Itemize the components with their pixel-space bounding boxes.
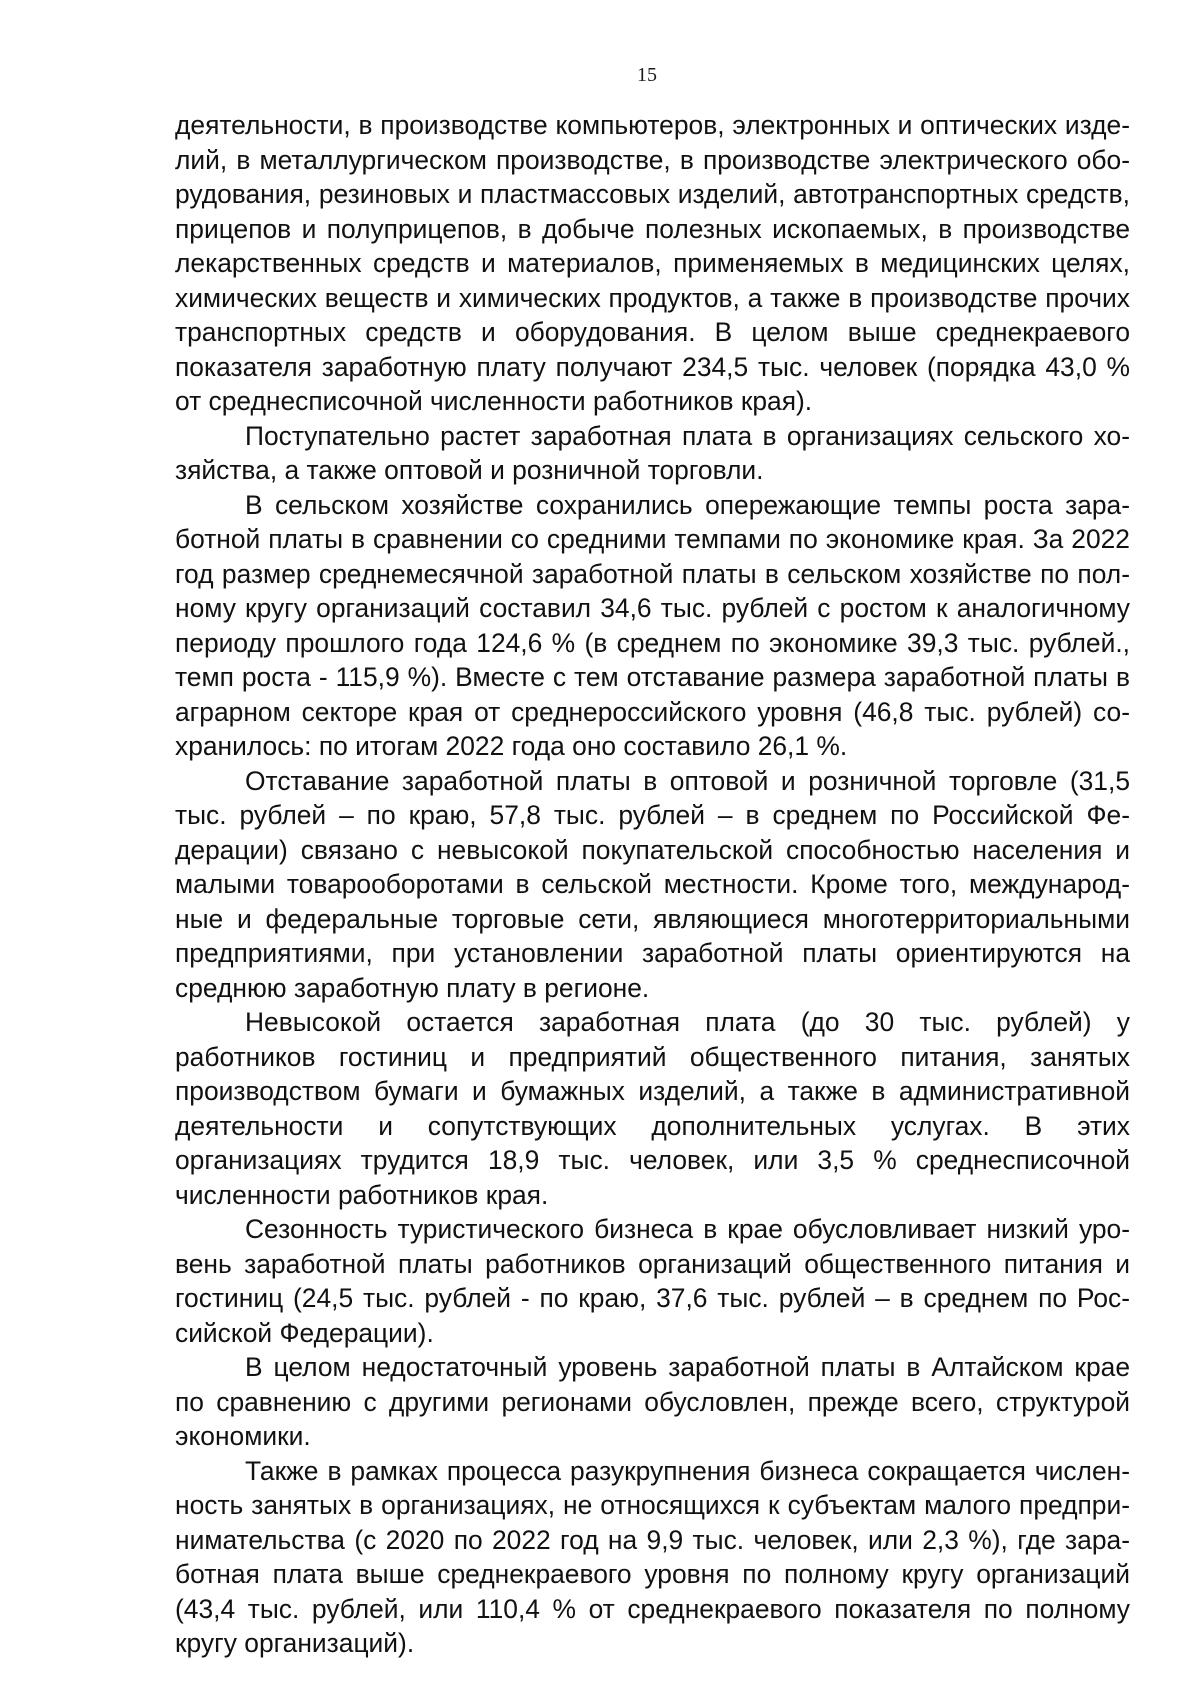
page-number: 15	[637, 64, 657, 86]
paragraph-trade-lag: Отставание заработной платы в оптовой и розничной торговле (31,5 тыс. рублей – по краю, 57,8 тыс. рублей – в среднем по Российской Федерации) связано с невысокой покупательской способностью населения и малыми товарооборотами в сельской местности. Кроме того, международные и федеральные торговые сети, являющиеся многотерриториальными предприятиями, при установлении заработной платы ориентируются на среднюю заработную плату в регионе.	[175, 765, 1130, 1003]
paragraph-economic-structure: В целом недостаточный уровень заработной платы в Алтайском крае по сравнению с другими регионами обусловлен, прежде всего, структурой экономики.	[175, 1352, 1130, 1451]
paragraph-continuation: деятельности, в производстве компьютеров, электронных и оптических изделий, в металлургическом производстве, в производстве электрического оборудования, резиновых и пластмассовых изделий, автотранспортных средств, прицепов и полуприцепов, в добыче полезных ископаемых, в производстве лекарственных средств и материалов, применяемых в медицинских целях, химических веществ и химических продуктов, а также в производстве прочих транспортных средств и оборудования. В целом выше среднекраевого показателя заработную плату получают 234,5 тыс. человек (порядка 43,0 % от среднесписочной численности работников края).	[175, 110, 1130, 416]
paragraph-agriculture-wages: В сельском хозяйстве сохранились опережающие темпы роста заработной платы в сравнении со средними темпами по экономике края. За 2022 год размер среднемесячной заработной платы в сельском хозяйстве по полному кругу организаций составил 34,6 тыс. рублей с ростом к аналогичному периоду прошлого года 124,6 % (в среднем по экономике 39,3 тыс. рублей., темп роста - 115,9 %). Вместе с тем отставание размера заработной платы в аграрном секторе края от среднероссийского уровня (46,8 тыс. рублей) сохранилось: по итогам 2022 года оно составило 26,1 %.	[175, 489, 1130, 761]
paragraph-low-wage-sectors: Невысокой остается заработная плата (до 30 тыс. рублей) у работников гостиниц и предприятий общественного питания, занятых производством бумаги и бумажных изделий, а также в административной деятельности и сопутствующих дополнительных услугах. В этих организациях трудится 18,9 тыс. человек, или 3,5 % среднесписочной численности работников края.	[175, 1007, 1130, 1210]
paragraph-tourism-seasonality: Сезонность туристического бизнеса в крае обусловливает низкий уровень заработной платы работников организаций общественного питания и гостиниц (24,5 тыс. рублей - по краю, 37,6 тыс. рублей – в среднем по Российской Федерации).	[175, 1214, 1130, 1348]
paragraph-business-fragmentation: Также в рамках процесса разукрупнения бизнеса сокращается численность занятых в организациях, не относящихся к субъектам малого предпринимательства (с 2020 по 2022 год на 9,9 тыс. человек, или 2,3 %), где заработная плата выше среднекраевого уровня по полному кругу организаций (43,4 тыс. рублей, или 110,4 % от среднекраевого показателя по полному кругу организаций).	[175, 1455, 1130, 1658]
paragraph-agriculture-trade-growth: Поступательно растет заработная плата в организациях сельского хозяйства, а также оптовой и розничной торговли.	[175, 420, 1130, 485]
document-body	[175, 108, 1130, 1661]
